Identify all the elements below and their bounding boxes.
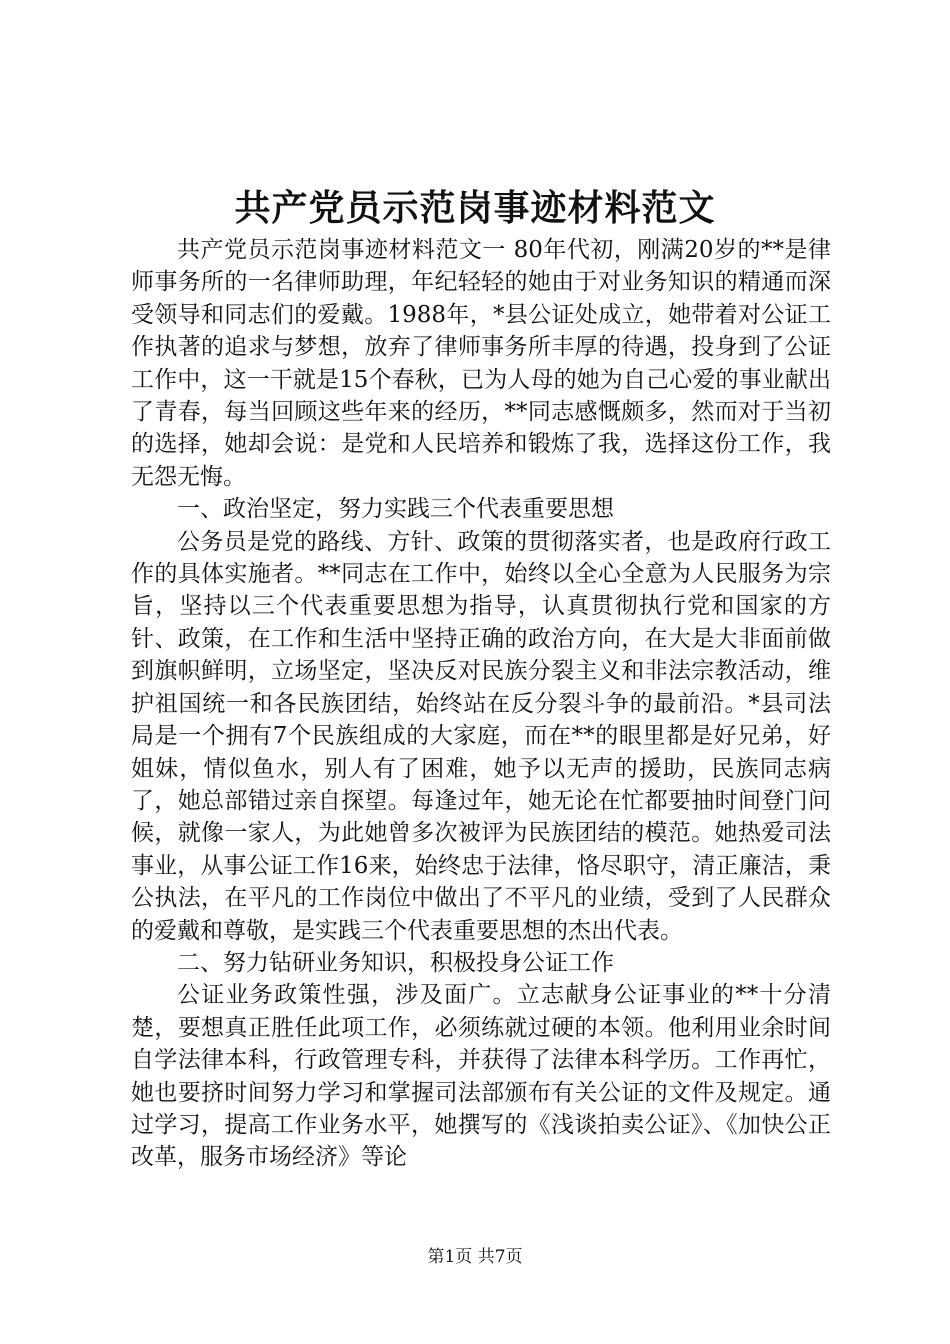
section-1-paragraph: 公务员是党的路线、方针、政策的贯彻落实者，也是政府行政工作的具体实施者。**同志在工作中，始终以全心全意为人民服务为宗旨，坚持以三个代表重要思想为指导，认真贯彻执行党和国家的方针、政策，在工作和生活中坚持正确的政治方向，在大是大非面前做到旗帜鲜明，立场坚定，坚决反对民族分裂主义和非法宗教活动，维护祖国统一和各民族团结，始终站在反分裂斗争的最前沿。*县司法局是一个拥有7个民族组成的大家庭，而在**的眼里都是好兄弟，好姐妹，情似鱼水，别人有了困难，她予以无声的援助，民族同志病了，她总部错过亲自探望。每逢过年，她无论在忙都要抽时间登门问候，就像一家人，为此她曾多次被评为民族团结的模范。她热爱司法事业，从事公证工作16来，始终忠于法律，恪尽职守，清正廉洁，秉公执法，在平凡的工作岗位中做出了不平凡的业绩，受到了人民群众的爱戴和尊敬，是实践三个代表重要思想的杰出代表。 xyxy=(131,528,831,944)
page-number-footer: 第1页 共7页 xyxy=(427,1247,523,1267)
intro-paragraph: 共产党员示范岗事迹材料范文一 80年代初，刚满20岁的**是律师事务所的一名律师助理，年纪轻轻的她由于对业务知识的精通而深受领导和同志们的爱戴。1988年，*县公证处成立，她带着对公证工作执著的追求与梦想，放弃了律师事务所丰厚的待遇，投身到了公证工作中，这一干就是15个春秋，已为人母的她为自己心爱的事业献出了青春，每当回顾这些年来的经历，**同志感慨颇多，然而对于当初的选择，她却会说：是党和人民培养和锻炼了我，选择这份工作，我无怨无悔。 xyxy=(131,237,831,490)
section-2-paragraph: 公证业务政策性强，涉及面广。立志献身公证事业的**十分清楚，要想真正胜任此项工作，必须练就过硬的本领。他利用业余时间自学法律本科，行政管理专科，并获得了法律本科学历。工作再忙，她也要挤时间努力学习和掌握司法部颁布有关公证的文件及规定。通过学习，提高工作业务水平，她撰写的《浅谈拍卖公证》、《加快公正改革，服务市场经济》等论 xyxy=(131,982,831,1171)
document-body xyxy=(131,234,831,1174)
document-title: 共产党员示范岗事迹材料范文 xyxy=(234,187,716,229)
section-heading-1: 一、政治坚定，努力实践三个代表重要思想 xyxy=(177,496,614,523)
section-heading-2: 二、努力钻研业务知识，积极投身公证工作 xyxy=(177,949,614,976)
